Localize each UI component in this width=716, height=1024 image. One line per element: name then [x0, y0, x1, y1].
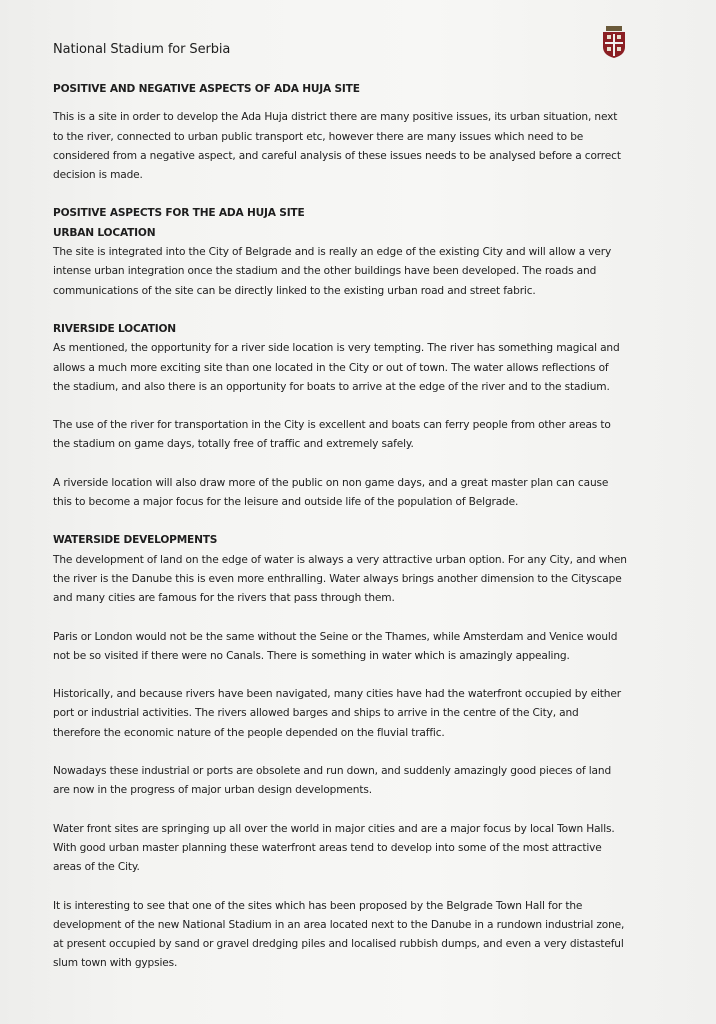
urban-location-heading: URBAN LOCATION [53, 226, 156, 239]
waterside-paragraph-2: Paris or London would not be the same without the Seine or the Thames, while Amsterdam and Venice would not be so visited if there were no Canals. There is something in water which is amazingly appealing. [53, 630, 618, 662]
riverside-location-heading: RIVERSIDE LOCATION [53, 322, 176, 335]
riverside-paragraph-2: The use of the river for transportation in the City is excellent and boats can ferry people from other areas to the stadium on game days, totally free of traffic and extremely safely. [53, 419, 611, 451]
document-header-title: National Stadium for Serbia [53, 42, 231, 57]
waterside-paragraph-6: It is interesting to see that one of the sites which has been proposed by the Belgrade Town Hall for the development of the new National Stadium in an area located next to the Danube in a rundown industrial zone, at present occupied by sand or gravel dredging piles and localised rubbish dumps, and even a very distasteful slum town with gypsies. [53, 899, 625, 970]
urban-location-paragraph: The site is integrated into the City of Belgrade and is really an edge of the existing City and will allow a very intense urban integration once the stadium and the other buildings have been developed. The roads and communications of the site can be directly linked to the existing urban road and street fabric. [53, 246, 612, 297]
riverside-paragraph-1: As mentioned, the opportunity for a river side location is very tempting. The river has something magical and allows a much more exciting site than one located in the City or out of town. The water allows reflections of the stadium, and also there is an opportunity for boats to arrive at the edge of the river and to the stadium. [53, 342, 620, 393]
waterside-paragraph-5: Water front sites are springing up all over the world in major cities and are a major focus by local Town Halls. With good urban master planning these waterfront areas tend to develop into some of the most attractive areas of the City. [53, 822, 615, 874]
intro-paragraph: This is a site in order to develop the Ada Huja district there are many positive issues, its urban situation, next to the river, connected to urban public transport etc, however there are many issues which need to be considered from a negative aspect, and careful analysis of these issues needs to be analysed before a correct decision is made. [53, 111, 621, 182]
waterside-paragraph-3: Historically, and because rivers have been navigated, many cities have had the waterfront occupied by either port or industrial activities. The rivers allowed barges and ships to arrive in the centre of the City, and therefore the economic nature of the people depended on the fluvial traffic. [53, 688, 621, 739]
waterside-paragraph-4: Nowadays these industrial or ports are obsolete and run down, and suddenly amazingly good pieces of land are now in the progress of major urban design developments. [53, 765, 612, 797]
riverside-paragraph-3: A riverside location will also draw more of the public on non game days, and a great master plan can cause this to become a major focus for the leisure and outside life of the population of Belgrade. [53, 476, 609, 509]
serbian-coat-of-arms-icon [600, 25, 628, 59]
positive-aspects-heading: POSITIVE ASPECTS FOR THE ADA HUJA SITE [53, 207, 305, 220]
waterside-developments-heading: WATERSIDE DEVELOPMENTS [53, 534, 218, 547]
waterside-paragraph-1: The development of land on the edge of water is always a very attractive urban option. For any City, and when the river is the Danube this is even more enthralling. Water always brings another dimension to the Cityscape and many cities are famous for the rivers that pass through them. [53, 553, 627, 605]
document-body [53, 80, 628, 974]
main-heading: POSITIVE AND NEGATIVE ASPECTS OF ADA HUJA SITE [53, 83, 360, 95]
